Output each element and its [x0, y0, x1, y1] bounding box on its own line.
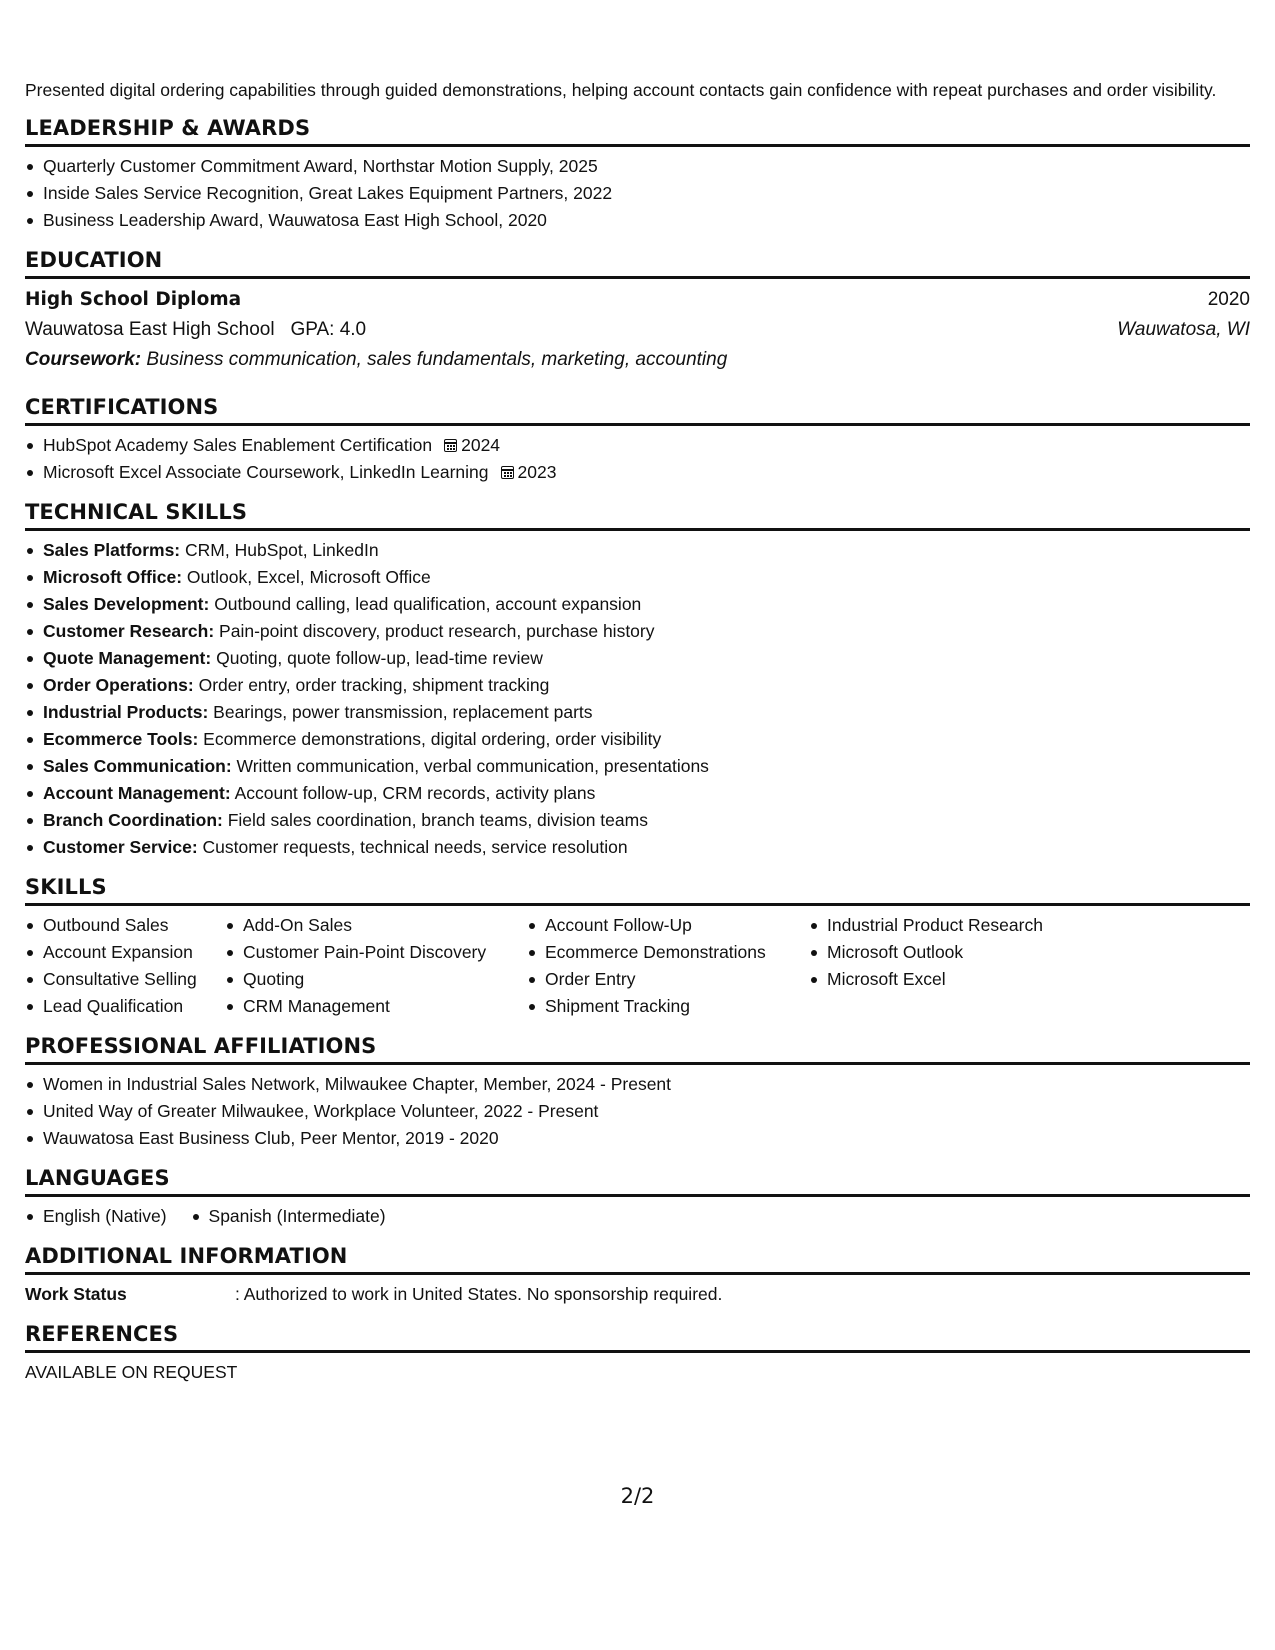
references-text: AVAILABLE ON REQUEST [25, 1362, 238, 1382]
list-item: CRM Management [225, 993, 527, 1020]
skill-text: Bearings, power transmission, replacement parts [213, 702, 593, 722]
certifications-section [25, 393, 1250, 486]
skill-text: Customer requests, technical needs, service resolution [202, 837, 628, 857]
skill-text: Ecommerce demonstrations, digital ordering, order visibility [203, 729, 662, 749]
skills-column [25, 912, 225, 1020]
skill-label: Quote Management: [43, 648, 212, 668]
cert-year: 2023 [517, 462, 557, 482]
section-title: CERTIFICATIONS [25, 393, 1250, 426]
section-title: ADDITIONAL INFORMATION [25, 1242, 1250, 1275]
list-item: Order Entry [527, 966, 809, 993]
list-item: Quarterly Customer Commitment Award, Northstar Motion Supply, 2025 [25, 153, 1250, 180]
degree-title: High School Diploma [25, 289, 242, 310]
skill-label: Order Operations: [43, 675, 194, 695]
skill-label: Sales Platforms: [43, 540, 181, 560]
skill-text: CRM, HubSpot, LinkedIn [185, 540, 379, 560]
list-item: Add-On Sales [225, 912, 527, 939]
list-item: Outbound Sales [25, 912, 225, 939]
work-status-row [25, 1281, 1250, 1308]
page-number: 2/2 [620, 1484, 655, 1508]
section-title: LEADERSHIP & AWARDS [25, 114, 1250, 147]
list-item [25, 618, 1250, 645]
skill-label: Industrial Products: [43, 702, 209, 722]
list-item [25, 432, 1250, 459]
skill-label: Branch Coordination: [43, 810, 223, 830]
affiliations-section [25, 1032, 1250, 1152]
skill-label: Customer Research: [43, 621, 215, 641]
list-item: Consultative Selling [25, 966, 225, 993]
education-header [25, 285, 1250, 315]
section-title: LANGUAGES [25, 1164, 1250, 1197]
section-title: PROFESSIONAL AFFILIATIONS [25, 1032, 1250, 1065]
list-item [25, 780, 1250, 807]
experience-bullet-continued: Presented digital ordering capabilities through guided demonstrations, helping account contacts gain confidence with repeat purchases and order visibility. [25, 80, 1217, 100]
skill-text: Written communication, verbal communication, presentations [236, 756, 709, 776]
list-item: Inside Sales Service Recognition, Great Lakes Equipment Partners, 2022 [25, 180, 1250, 207]
technical-skills-list [25, 537, 1250, 861]
affiliations-list [25, 1071, 1250, 1152]
list-item [25, 807, 1250, 834]
section-title: EDUCATION [25, 246, 1250, 279]
section-title: REFERENCES [25, 1320, 1250, 1353]
cert-name: Microsoft Excel Associate Coursework, LinkedIn Learning [43, 462, 489, 482]
list-item: United Way of Greater Milwaukee, Workplace Volunteer, 2022 - Present [25, 1098, 1250, 1125]
certifications-list [25, 432, 1250, 486]
section-title: SKILLS [25, 873, 1250, 906]
skills-section [25, 873, 1250, 1020]
list-item [25, 726, 1250, 753]
technical-skills-section [25, 498, 1250, 861]
coursework-label: Coursework: [25, 349, 142, 370]
skills-column [225, 912, 527, 1020]
coursework [25, 345, 1250, 375]
awards-list [25, 153, 1250, 234]
leadership-section [25, 114, 1250, 234]
education-section [25, 246, 1250, 375]
list-item: Ecommerce Demonstrations [527, 939, 809, 966]
list-item [25, 459, 1250, 486]
additional-info-section [25, 1242, 1250, 1308]
list-item [25, 699, 1250, 726]
education-year: 2020 [1207, 289, 1250, 310]
list-item: Microsoft Outlook [809, 939, 1109, 966]
skills-column [527, 912, 809, 1020]
list-item: English (Native) [25, 1203, 167, 1230]
skill-label: Microsoft Office: [43, 567, 183, 587]
skill-text: Pain-point discovery, product research, purchase history [219, 621, 655, 641]
skill-text: Outbound calling, lead qualification, account expansion [214, 594, 642, 614]
skill-text: Account follow-up, CRM records, activity plans [234, 783, 596, 803]
list-item: Business Leadership Award, Wauwatosa East High School, 2020 [25, 207, 1250, 234]
list-item: Shipment Tracking [527, 993, 809, 1020]
skill-text: Outlook, Excel, Microsoft Office [186, 567, 431, 587]
school-line [25, 315, 366, 345]
list-item: Account Expansion [25, 939, 225, 966]
cert-name: HubSpot Academy Sales Enablement Certification [43, 435, 433, 455]
skill-label: Ecommerce Tools: [43, 729, 199, 749]
gpa: GPA: 4.0 [290, 319, 367, 340]
list-item: Industrial Product Research [809, 912, 1109, 939]
list-item [25, 645, 1250, 672]
languages-list [25, 1203, 1250, 1230]
skill-label: Account Management: [43, 783, 231, 803]
list-item: Quoting [225, 966, 527, 993]
skill-label: Sales Communication: [43, 756, 232, 776]
references-section [25, 1320, 1250, 1386]
work-status-label: Work Status [25, 1284, 127, 1304]
school-location: Wauwatosa, WI [1117, 319, 1250, 340]
skill-label: Customer Service: [43, 837, 198, 857]
list-item [25, 564, 1250, 591]
list-item: Customer Pain-Point Discovery [225, 939, 527, 966]
coursework-text: Business communication, sales fundamentals, marketing, accounting [146, 349, 728, 370]
school-name: Wauwatosa East High School [25, 319, 275, 340]
list-item: Microsoft Excel [809, 966, 1109, 993]
education-school-row [25, 315, 1250, 345]
list-item [25, 834, 1250, 861]
list-item: Account Follow-Up [527, 912, 809, 939]
skill-text: Field sales coordination, branch teams, division teams [227, 810, 648, 830]
list-item: Spanish (Intermediate) [191, 1203, 386, 1230]
list-item [25, 537, 1250, 564]
languages-section [25, 1164, 1250, 1230]
list-item [25, 591, 1250, 618]
work-status-value: : Authorized to work in United States. No sponsorship required. [235, 1284, 723, 1304]
cert-year: 2024 [461, 435, 501, 455]
skill-text: Quoting, quote follow-up, lead-time review [216, 648, 543, 668]
list-item [25, 753, 1250, 780]
list-item: Women in Industrial Sales Network, Milwaukee Chapter, Member, 2024 - Present [25, 1071, 1250, 1098]
section-title: TECHNICAL SKILLS [25, 498, 1250, 531]
resume-page [25, 78, 1250, 1386]
list-item [25, 672, 1250, 699]
skills-column [809, 912, 1109, 1020]
skill-label: Sales Development: [43, 594, 210, 614]
skills-grid [25, 912, 1250, 1020]
list-item: Wauwatosa East Business Club, Peer Mentor, 2019 - 2020 [25, 1125, 1250, 1152]
calendar-icon [444, 439, 457, 452]
skill-text: Order entry, order tracking, shipment tracking [198, 675, 550, 695]
list-item: Lead Qualification [25, 993, 225, 1020]
calendar-icon [501, 466, 514, 479]
